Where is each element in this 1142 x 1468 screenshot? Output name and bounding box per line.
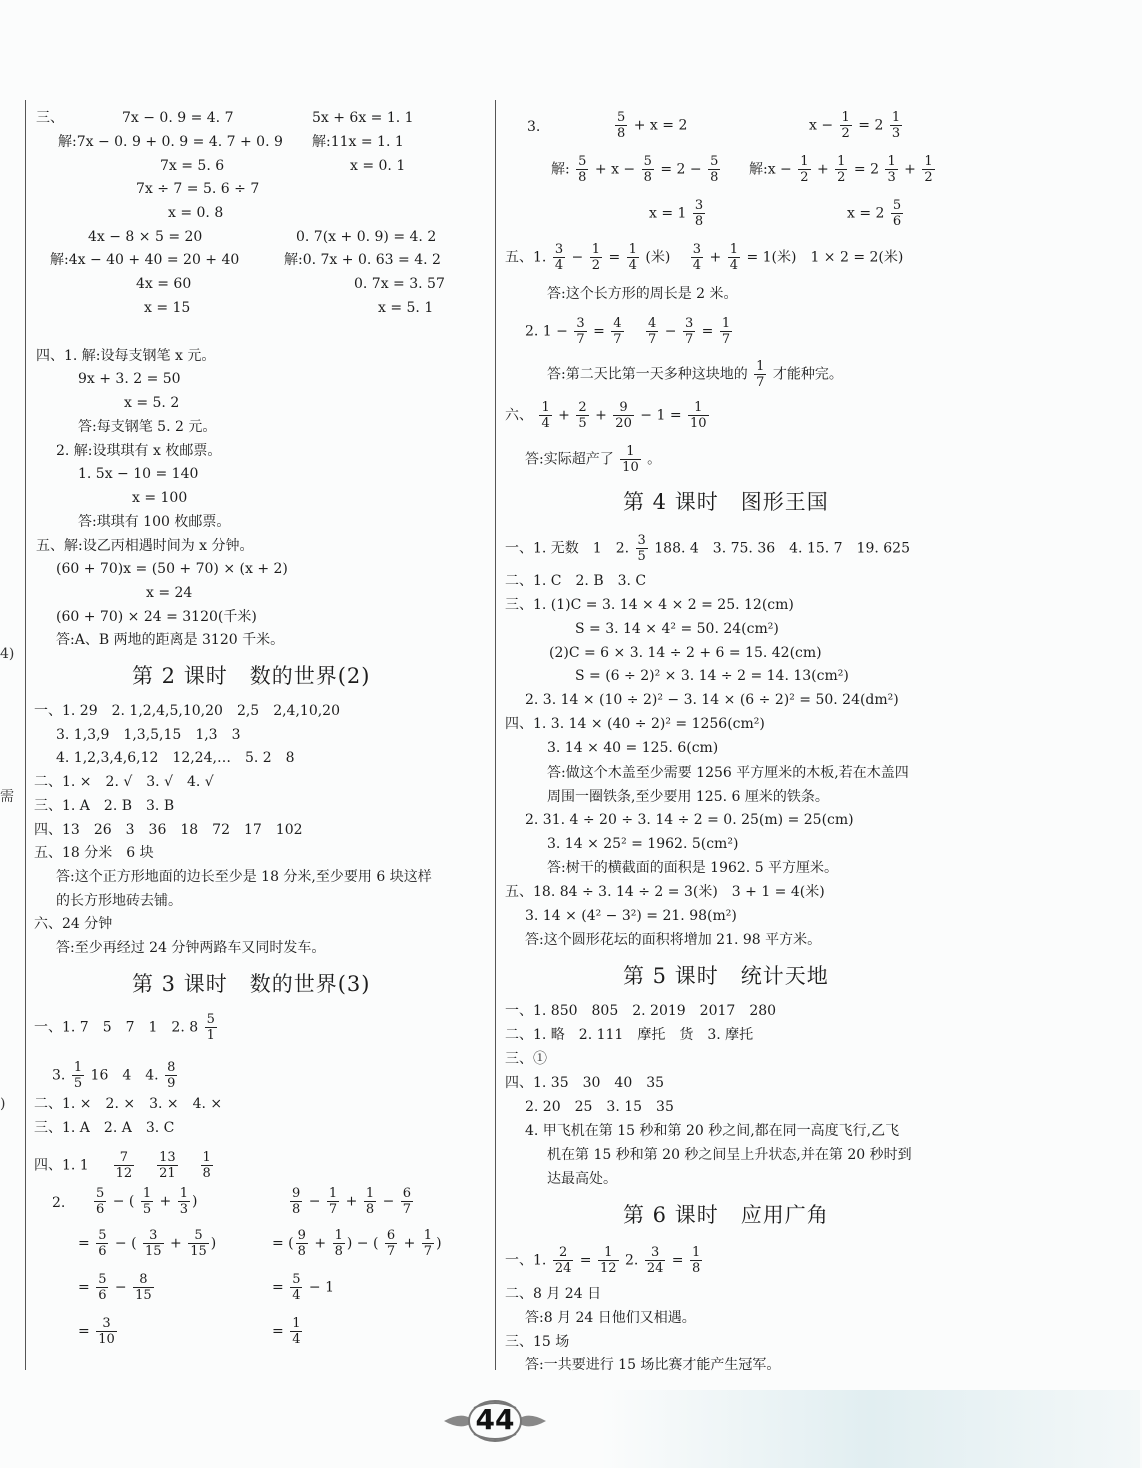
- answer-line: (2)C = 6 × 3. 14 ÷ 2 + 6 = 15. 42(cm): [549, 645, 822, 661]
- answer-line: 五、18. 84 ÷ 3. 14 ÷ 2 = 3(米) 3 + 1 = 4(米): [505, 884, 825, 900]
- equation: 7x − 0. 9 = 4. 7: [122, 110, 234, 126]
- equation: x = 15: [144, 300, 191, 316]
- answer-line: 三、1. A 2. B 3. B: [34, 798, 175, 814]
- answer-line: 二、1. 略 2. 111 摩托 货 3. 摩托: [505, 1027, 754, 1043]
- calc-step: $\frac{9}{8}$ − $\frac{1}{7}$ + $\frac{1}{8}$ − $\frac{6}{7}$: [292, 1186, 412, 1217]
- answer-line: 2. 解:设琪琪有 x 枚邮票。: [56, 443, 222, 459]
- answer-text: 3.: [52, 1067, 66, 1084]
- equation: 0. 7x = 3. 57: [354, 276, 445, 292]
- fraction: $\frac{5}{1}$: [206, 1012, 215, 1043]
- answer-line: 六、24 分钟: [34, 916, 113, 932]
- answer-line: 答:第二天比第一天多种这块地的 $\frac{1}{7}$ 才能种完。: [547, 359, 843, 390]
- answer-line: 三、1. (1)C = 3. 14 × 4 × 2 = 25. 12(cm): [505, 597, 794, 613]
- lesson-title: 第 6 课时 应用广角: [623, 1203, 829, 1227]
- answer-line: 一、1. 29 2. 1,2,4,5,10,20 2,5 2,4,10,20: [34, 703, 340, 719]
- fraction: $\frac{7}{12}$: [115, 1150, 133, 1181]
- calc-step: = $\frac{5}{4}$ − 1: [272, 1272, 335, 1303]
- answer-text: 四、1. 1: [34, 1157, 89, 1174]
- answer-line: S = 3. 14 × 4² = 50. 24(cm²): [575, 621, 779, 637]
- answer-line: 三、15 场: [505, 1334, 570, 1350]
- fraction: $\frac{1}{8}$: [202, 1150, 211, 1181]
- equation: 7x ÷ 7 = 5. 6 ÷ 7: [136, 181, 260, 197]
- answer-line: 答:8 月 24 日他们又相遇。: [525, 1310, 696, 1326]
- answer-line: 六、 $\frac{1}{4}$ + $\frac{2}{5}$ + $\frac{9}{20}$ − 1 = $\frac{1}{10}$: [505, 400, 707, 431]
- answer-line: 的长方形地砖去铺。: [56, 893, 182, 909]
- answer-line: 3. 14 × 25² = 1962. 5(cm²): [547, 836, 739, 852]
- lesson-title: 第 2 课时 数的世界(2): [132, 664, 371, 688]
- sec-label: 三、: [36, 110, 64, 126]
- answer-line: [52, 1060, 179, 1091]
- answer-text: 一、1. 7 5 7 1 2. 8: [34, 1019, 199, 1036]
- fraction: $\frac{1}{5}$: [73, 1060, 83, 1091]
- answer-line: 五、18 分米 6 块: [34, 845, 154, 861]
- answer-line: 五、1. $\frac{3}{4}$ − $\frac{1}{2}$ = $\frac{1}{4}$ (米) $\frac{3}{4}$ + $\frac{1}{4}$ = 1(米) 1 × 2 = 2(米): [505, 242, 904, 273]
- calc-step: = $\frac{3}{10}$: [78, 1316, 115, 1347]
- answer-line: 四、1. 35 30 40 35: [505, 1075, 665, 1091]
- answer-line: 答:琪琪有 100 枚邮票。: [78, 514, 231, 530]
- answer-line: 答:每支钢笔 5. 2 元。: [78, 419, 217, 435]
- equation: 解:4x − 40 + 40 = 20 + 40: [50, 252, 240, 268]
- equation: x = 5. 1: [378, 300, 434, 316]
- answer-line: 3. 14 × 40 = 125. 6(cm): [547, 740, 719, 756]
- answer-line: [34, 1012, 219, 1043]
- answer-line: 4. 甲飞机在第 15 秒和第 20 秒之间,都在同一高度飞行,乙飞: [525, 1123, 900, 1139]
- equation: 解:7x − 0. 9 + 0. 9 = 4. 7 + 0. 9: [58, 134, 283, 150]
- answer-line: 2. 20 25 3. 15 35: [525, 1099, 674, 1115]
- answer-line: 2. 31. 4 ÷ 20 ÷ 3. 14 ÷ 2 = 0. 25(m) = 25(cm): [525, 812, 854, 828]
- lesson-title: 第 3 课时 数的世界(3): [132, 972, 371, 996]
- answer-line: 3. 1,3,9 1,3,5,15 1,3 3: [56, 727, 241, 743]
- answer-line: S = (6 ÷ 2)² × 3. 14 ÷ 2 = 14. 13(cm²): [575, 668, 849, 684]
- answer-line: 答:树干的横截面的面积是 1962. 5 平方厘米。: [547, 860, 839, 876]
- answer-line: x = 24: [146, 585, 193, 601]
- answer-line: (60 + 70)x = (50 + 70) × (x + 2): [56, 561, 288, 577]
- answer-line: 答:这个圆形花坛的面积将增加 21. 98 平方米。: [525, 932, 822, 948]
- calc-label: 2.: [52, 1195, 66, 1211]
- right-column: [497, 0, 1142, 1400]
- equation: 4x = 60: [136, 276, 192, 292]
- answer-line: 答:一共要进行 15 场比赛才能产生冠军。: [525, 1357, 781, 1373]
- answer-line: 9x + 3. 2 = 50: [78, 371, 181, 387]
- equation: x = 0. 8: [168, 205, 224, 221]
- equation: x = 0. 1: [350, 158, 406, 174]
- answer-line: 答:这个正方形地面的边长至少是 18 分米,至少要用 6 块这样: [56, 869, 432, 885]
- answer-line: 4. 1,2,3,4,6,12 12,24,… 5. 2 8: [56, 750, 295, 766]
- page-number-badge: [440, 1398, 550, 1444]
- answer-line: 一、1. $\frac{2}{24}$ = $\frac{1}{12}$ 2. $\frac{3}{24}$ = $\frac{1}{8}$: [505, 1245, 701, 1276]
- answer-line: 二、8 月 24 日: [505, 1286, 602, 1302]
- answer-text: 16 4 4.: [90, 1067, 159, 1084]
- calc-label: 3.: [527, 119, 541, 135]
- answer-line: 机在第 15 秒和第 20 秒之间呈上升状态,并在第 20 秒时到: [547, 1147, 912, 1163]
- calc-step: = $\frac{5}{6}$ − $\frac{8}{15}$: [78, 1272, 152, 1303]
- fraction: $\frac{13}{21}$: [159, 1150, 176, 1181]
- equation: 解:0. 7x + 0. 63 = 4. 2: [284, 252, 441, 268]
- answer-line: 四、13 26 3 36 18 72 17 102: [34, 822, 303, 838]
- edge-mark: 需: [0, 789, 14, 805]
- answer-line: [34, 1150, 215, 1181]
- answer-line: x = 5. 2: [124, 395, 180, 411]
- calc-step: $\frac{5}{6}$ − ( $\frac{1}{5}$ + $\frac{1}{3}$ ): [96, 1186, 198, 1217]
- answer-line: 答:做这个木盖至少需要 1256 平方厘米的木板,若在木盖四: [547, 765, 909, 781]
- answer-line: 1. 5x − 10 = 140: [78, 466, 199, 482]
- equation: x − $\frac{1}{2}$ = 2 $\frac{1}{3}$: [809, 110, 901, 141]
- equation: 解:x − $\frac{1}{2}$ + $\frac{1}{2}$ = 2 $\frac{1}{3}$ + $\frac{1}{2}$: [749, 154, 933, 185]
- answer-line: 一、1. 850 805 2. 2019 2017 280: [505, 1003, 777, 1019]
- calc-step: = ( $\frac{9}{8}$ + $\frac{1}{8}$ ) − ( $\frac{6}{7}$ + $\frac{1}{7}$ ): [272, 1228, 442, 1259]
- answer-line: 答:这个长方形的周长是 2 米。: [547, 286, 738, 302]
- answer-line: 3. 14 × (4² − 3²) = 21. 98(m²): [525, 908, 737, 924]
- calc-step: = $\frac{5}{6}$ − ( $\frac{3}{15}$ + $\frac{5}{15}$ ): [78, 1228, 217, 1259]
- equation: x = 2 $\frac{5}{6}$: [847, 198, 902, 229]
- answer-line: 四、1. 3. 14 × (40 ÷ 2)² = 1256(cm²): [505, 716, 765, 732]
- answer-line: 周围一圈铁条,至少要用 125. 6 厘米的铁条。: [547, 789, 829, 805]
- answer-line: 三、①: [505, 1051, 547, 1067]
- fraction: $\frac{8}{9}$: [167, 1060, 176, 1091]
- equation: $\frac{5}{8}$ + x = 2: [617, 110, 688, 141]
- equation: 4x − 8 × 5 = 20: [88, 229, 203, 245]
- answer-line: 2. 1 − $\frac{3}{7}$ = $\frac{4}{7}$ $\frac{4}{7}$ − $\frac{3}{7}$ = $\frac{1}{7}$: [525, 316, 731, 347]
- background-wash: [600, 1390, 1140, 1468]
- answer-line: 二、1. × 2. √ 3. √ 4. √: [34, 774, 214, 790]
- left-column: [0, 0, 496, 1400]
- answer-line: 答:至少再经过 24 分钟两路车又同时发车。: [56, 940, 326, 956]
- page-number: 44: [475, 1403, 515, 1436]
- answer-line: 2. 3. 14 × (10 ÷ 2)² − 3. 14 × (6 ÷ 2)² = 50. 24(dm²): [525, 692, 899, 708]
- answer-line: 二、1. C 2. B 3. C: [505, 573, 647, 589]
- answer-line: 二、1. × 2. × 3. × 4. ×: [34, 1096, 223, 1112]
- equation: 7x = 5. 6: [160, 158, 225, 174]
- edge-mark: 4): [0, 646, 15, 662]
- answer-line: (60 + 70) × 24 = 3120(千米): [56, 609, 257, 625]
- answer-line: 四、1. 解:设每支钢笔 x 元。: [36, 348, 216, 364]
- answer-line: 五、解:设乙丙相遇时间为 x 分钟。: [36, 538, 254, 554]
- equation: 0. 7(x + 0. 9) = 4. 2: [296, 229, 437, 245]
- equation: 解: $\frac{5}{8}$ + x − $\frac{5}{8}$ = 2 − $\frac{5}{8}$: [551, 154, 719, 185]
- edge-mark: ): [0, 1096, 6, 1112]
- answer-line: 答:A、B 两地的距离是 3120 千米。: [56, 632, 285, 648]
- answer-line: 三、1. A 2. A 3. C: [34, 1120, 175, 1136]
- lesson-title: 第 4 课时 图形王国: [623, 490, 829, 514]
- equation: 解:11x = 1. 1: [312, 134, 404, 150]
- lesson-title: 第 5 课时 统计天地: [623, 964, 829, 988]
- answer-line: x = 100: [132, 490, 188, 506]
- equation: 5x + 6x = 1. 1: [312, 110, 414, 126]
- answer-line: 答:实际超产了 $\frac{1}{10}$ 。: [525, 444, 662, 475]
- answer-line: 一、1. 无数 1 2. $\frac{3}{5}$ 188. 4 3. 75. 36 4. 15. 7 19. 625: [505, 533, 910, 564]
- answer-line: 达最高处。: [547, 1171, 617, 1187]
- calc-step: = $\frac{1}{4}$: [272, 1316, 301, 1347]
- equation: x = 1 $\frac{3}{8}$: [649, 198, 704, 229]
